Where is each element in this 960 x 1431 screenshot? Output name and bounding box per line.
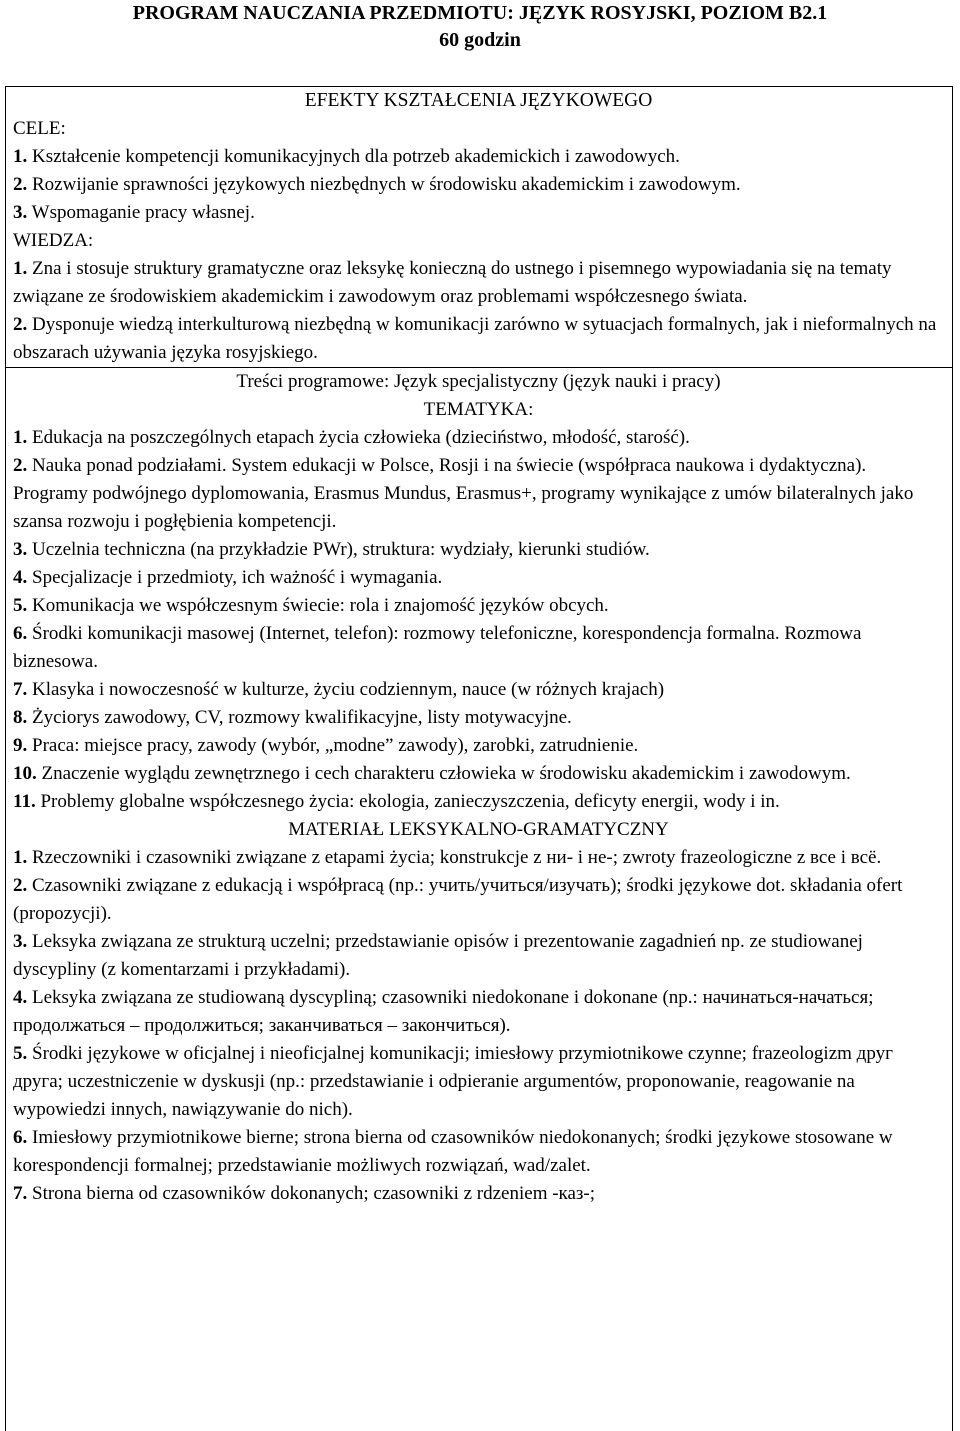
cele-item (13, 143, 944, 171)
item-number: 10. (13, 763, 37, 784)
item-text: Kształcenie kompetencji komunikacyjnych dla potrzeb akademickich i zawodowych. (27, 146, 680, 167)
title-line-2: 60 godzin (439, 29, 521, 51)
tematyka-item (13, 704, 944, 732)
item-number: 7. (13, 1183, 28, 1204)
cele-item (13, 171, 944, 199)
item-text: Strona bierna od czasowników dokonanych; czasowniki z rdzeniem -каз-; (27, 1183, 596, 1204)
document-title (0, 0, 960, 54)
item-text: Wspomaganie pracy własnej. (27, 202, 255, 223)
item-text: Leksyka związana ze strukturą uczelni; przedstawianie opisów i prezentowanie zagadnień np. ze studiowanej dyscypliny (z komentarzami i przykładami). (13, 931, 863, 980)
item-text: Środki językowe w oficjalnej i nieoficjalnej komunikacji; imiesłowy przymiotnikowe czynne; frazeologizm друг друга; uczestniczenie w dyskusji (np.: przedstawianie i odpieranie argumentów, proponowanie, reagowanie na wypowiedzi innych, nawiązywanie do nich). (13, 1043, 893, 1120)
item-number: 9. (13, 735, 28, 756)
wiedza-item (13, 311, 944, 367)
tematyka-item (13, 620, 944, 676)
item-number: 6. (13, 623, 28, 644)
item-number: 8. (13, 707, 28, 728)
item-number: 2. (13, 314, 28, 335)
tematyka-item (13, 788, 944, 816)
item-number: 3. (13, 202, 28, 223)
material-item (13, 872, 944, 928)
item-text: Środki komunikacji masowej (Internet, telefon): rozmowy telefoniczne, korespondencja formalna. Rozmowa biznesowa. (13, 623, 862, 672)
material-item (13, 1180, 944, 1208)
item-text: Życiorys zawodowy, CV, rozmowy kwalifikacyjne, listy motywacyjne. (27, 707, 572, 728)
material-section (13, 844, 944, 1208)
material-item (13, 844, 944, 872)
item-text: Edukacja na poszczególnych etapach życia człowieka (dzieciństwo, młodość, starość). (27, 427, 690, 448)
item-text: Specjalizacje i przedmioty, ich ważność i wymagania. (27, 567, 443, 588)
tematyka-item (13, 564, 944, 592)
item-text: Zna i stosuje struktury gramatyczne oraz leksykę konieczną do ustnego i pisemnego wypowiadania się na tematy związane ze środowiskiem akademickim i zawodowym oraz problemami współczesnego świata. (13, 258, 892, 307)
item-text: Imiesłowy przymiotnikowe bierne; strona bierna od czasowników niedokonanych; środki językowe stosowane w korespondencji formalnej; przedstawianie możliwych rozwiązań, wad/zalet. (13, 1127, 893, 1176)
item-text: Rozwijanie sprawności językowych niezbędnych w środowisku akademickim i zawodowym. (27, 174, 741, 195)
item-text: Praca: miejsce pracy, zawody (wybór, „modne” zawody), zarobki, zatrudnienie. (27, 735, 639, 756)
item-text: Nauka ponad podziałami. System edukacji w Polsce, Rosji i na świecie (współpraca naukowa i dydaktyczna). Programy podwójnego dyplomowania, Erasmus Mundus, Erasmus+, programy wynikające z umów bilateralnych jako szansa rozwoju i pogłębienia kompetencji. (13, 455, 914, 532)
tresci-heading: Treści programowe: Język specjalistyczny (język nauki i pracy) (236, 371, 721, 392)
item-number: 2. (13, 174, 28, 195)
item-text: Dysponuje wiedzą interkulturową niezbędną w komunikacji zarówno w sytuacjach formalnych, jak i nieformalnych na obszarach używania języka rosyjskiego. (13, 314, 937, 363)
material-item (13, 1040, 944, 1124)
item-number: 2. (13, 875, 28, 896)
item-number: 6. (13, 1127, 28, 1148)
item-number: 3. (13, 931, 28, 952)
item-number: 1. (13, 146, 28, 167)
tematyka-item (13, 424, 944, 452)
tematyka-item (13, 676, 944, 704)
material-heading: MATERIAŁ LEKSYKALNO-GRAMATYCZNY (288, 819, 669, 840)
item-number: 5. (13, 595, 28, 616)
tematyka-item (13, 760, 944, 788)
material-item (13, 928, 944, 984)
cele-label: CELE: (13, 118, 66, 139)
material-item (13, 1124, 944, 1180)
cele-section (13, 115, 944, 227)
wiedza-label: WIEDZA: (13, 230, 94, 251)
tematyka-label: TEMATYKA: (423, 399, 534, 420)
item-text: Klasyka i nowoczesność w kulturze, życiu codziennym, nauce (w różnych krajach) (27, 679, 665, 700)
item-number: 11. (13, 791, 36, 812)
wiedza-item (13, 255, 944, 311)
title-line-1: PROGRAM NAUCZANIA PRZEDMIOTU: JĘZYK ROSYJSKI, POZIOM B2.1 (132, 2, 828, 24)
item-number: 1. (13, 847, 28, 868)
wiedza-section (13, 227, 944, 367)
item-number: 7. (13, 679, 28, 700)
item-number: 4. (13, 567, 28, 588)
tematyka-item (13, 536, 944, 564)
item-text: Leksyka związana ze studiowaną dyscypliną; czasowniki niedokonane i dokonane (np.: начинаться-начаться; продолжаться – продолжиться; заканчиваться – закончиться). (13, 987, 874, 1036)
tematyka-item (13, 732, 944, 760)
item-text: Czasowniki związane z edukacją i współpracą (np.: учить/учиться/изучать); środki językowe dot. składania ofert (propozycji). (13, 875, 903, 924)
item-number: 1. (13, 427, 28, 448)
item-number: 5. (13, 1043, 28, 1064)
item-text: Rzeczowniki i czasowniki związane z etapami życia; konstrukcje z ни- i не-; zwroty frazeologiczne z все i всё. (27, 847, 882, 868)
tematyka-item (13, 592, 944, 620)
item-number: 2. (13, 455, 28, 476)
item-text: Komunikacja we współczesnym świecie: rola i znajomość języków obcych. (27, 595, 609, 616)
effects-heading: EFEKTY KSZTAŁCENIA JĘZYKOWEGO (304, 90, 653, 111)
item-number: 3. (13, 539, 28, 560)
cele-item (13, 199, 944, 227)
tematyka-item (13, 452, 944, 536)
content-frame (5, 86, 953, 1431)
item-text: Uczelnia techniczna (na przykładzie PWr), struktura: wydziały, kierunki studiów. (27, 539, 650, 560)
item-number: 4. (13, 987, 28, 1008)
item-text: Znaczenie wyglądu zewnętrznego i cech charakteru człowieka w środowisku akademickim i zawodowym. (36, 763, 851, 784)
material-item (13, 984, 944, 1040)
item-text: Problemy globalne współczesnego życia: ekologia, zanieczyszczenia, deficyty energii, wody i in. (35, 791, 780, 812)
tematyka-section (13, 424, 944, 816)
item-number: 1. (13, 258, 28, 279)
